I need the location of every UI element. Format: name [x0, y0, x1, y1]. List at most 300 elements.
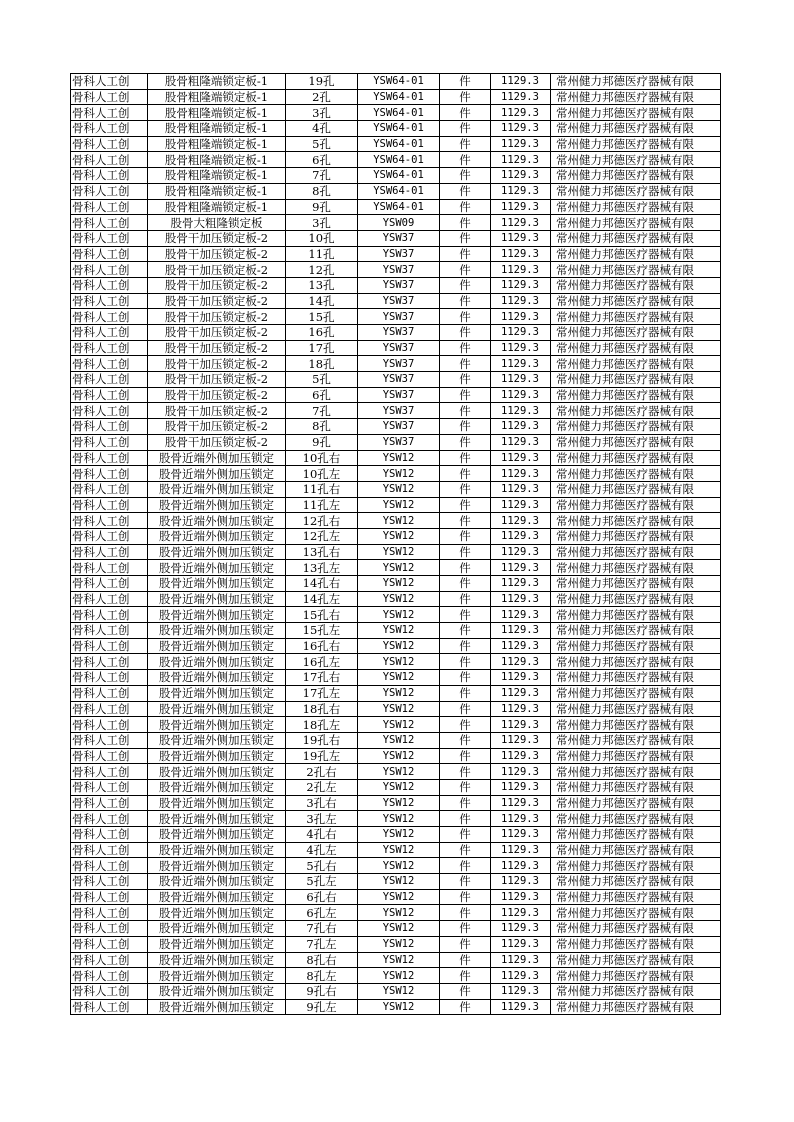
manufacturer-cell: 常州健力邦德医疗器械有限 — [551, 215, 721, 231]
product-name-cell: 股骨近端外侧加压锁定 — [148, 827, 286, 843]
product-name-cell: 股骨干加压锁定板-2 — [148, 340, 286, 356]
spec-cell: 9孔右 — [286, 983, 358, 999]
category-cell: 骨科人工创 — [71, 403, 148, 419]
model-cell: YSW12 — [358, 528, 440, 544]
table-row — [71, 952, 721, 968]
product-name-cell: 股骨近端外侧加压锁定 — [148, 795, 286, 811]
table-row — [71, 105, 721, 121]
unit-cell: 件 — [440, 262, 491, 278]
table-row — [71, 999, 721, 1015]
model-cell: YSW37 — [358, 309, 440, 325]
product-name-cell: 股骨近端外侧加压锁定 — [148, 811, 286, 827]
category-cell: 骨科人工创 — [71, 419, 148, 435]
spec-cell: 9孔 — [286, 434, 358, 450]
category-cell: 骨科人工创 — [71, 560, 148, 576]
price-cell: 1129.3 — [491, 152, 551, 168]
manufacturer-cell: 常州健力邦德医疗器械有限 — [551, 293, 721, 309]
product-name-cell: 股骨干加压锁定板-2 — [148, 434, 286, 450]
product-name-cell: 股骨近端外侧加压锁定 — [148, 779, 286, 795]
manufacturer-cell: 常州健力邦德医疗器械有限 — [551, 623, 721, 639]
category-cell: 骨科人工创 — [71, 262, 148, 278]
table-row — [71, 607, 721, 623]
product-name-cell: 股骨近端外侧加压锁定 — [148, 732, 286, 748]
product-name-cell: 股骨干加压锁定板-2 — [148, 277, 286, 293]
price-cell: 1129.3 — [491, 199, 551, 215]
category-cell: 骨科人工创 — [71, 795, 148, 811]
table-row — [71, 921, 721, 937]
price-cell: 1129.3 — [491, 576, 551, 592]
table-row — [71, 183, 721, 199]
unit-cell: 件 — [440, 999, 491, 1015]
product-name-cell: 股骨干加压锁定板-2 — [148, 246, 286, 262]
manufacturer-cell: 常州健力邦德医疗器械有限 — [551, 591, 721, 607]
table-row — [71, 764, 721, 780]
unit-cell: 件 — [440, 513, 491, 529]
price-cell: 1129.3 — [491, 277, 551, 293]
unit-cell: 件 — [440, 795, 491, 811]
manufacturer-cell: 常州健力邦德医疗器械有限 — [551, 921, 721, 937]
category-cell: 骨科人工创 — [71, 356, 148, 372]
price-cell: 1129.3 — [491, 717, 551, 733]
spec-cell: 7孔 — [286, 403, 358, 419]
unit-cell: 件 — [440, 121, 491, 137]
product-name-cell: 股骨近端外侧加压锁定 — [148, 576, 286, 592]
table-row — [71, 748, 721, 764]
category-cell: 骨科人工创 — [71, 576, 148, 592]
table-row — [71, 372, 721, 388]
manufacturer-cell: 常州健力邦德医疗器械有限 — [551, 968, 721, 984]
product-name-cell: 股骨近端外侧加压锁定 — [148, 466, 286, 482]
model-cell: YSW64-01 — [358, 121, 440, 137]
product-name-cell: 股骨近端外侧加压锁定 — [148, 983, 286, 999]
unit-cell: 件 — [440, 701, 491, 717]
category-cell: 骨科人工创 — [71, 497, 148, 513]
product-name-cell: 股骨近端外侧加压锁定 — [148, 497, 286, 513]
manufacturer-cell: 常州健力邦德医疗器械有限 — [551, 732, 721, 748]
price-cell: 1129.3 — [491, 136, 551, 152]
product-name-cell: 股骨干加压锁定板-2 — [148, 262, 286, 278]
manufacturer-cell: 常州健力邦德医疗器械有限 — [551, 199, 721, 215]
product-name-cell: 股骨粗隆端锁定板-1 — [148, 199, 286, 215]
unit-cell: 件 — [440, 168, 491, 184]
table-row — [71, 387, 721, 403]
model-cell: YSW12 — [358, 717, 440, 733]
manufacturer-cell: 常州健力邦德医疗器械有限 — [551, 670, 721, 686]
model-cell: YSW37 — [358, 293, 440, 309]
manufacturer-cell: 常州健力邦德医疗器械有限 — [551, 983, 721, 999]
table-row — [71, 293, 721, 309]
category-cell: 骨科人工创 — [71, 450, 148, 466]
product-name-cell: 股骨粗隆端锁定板-1 — [148, 105, 286, 121]
model-cell: YSW12 — [358, 685, 440, 701]
product-name-cell: 股骨近端外侧加压锁定 — [148, 481, 286, 497]
price-cell: 1129.3 — [491, 183, 551, 199]
manufacturer-cell: 常州健力邦德医疗器械有限 — [551, 544, 721, 560]
table-row — [71, 874, 721, 890]
product-name-cell: 股骨近端外侧加压锁定 — [148, 560, 286, 576]
manufacturer-cell: 常州健力邦德医疗器械有限 — [551, 685, 721, 701]
product-name-cell: 股骨近端外侧加压锁定 — [148, 952, 286, 968]
manufacturer-cell: 常州健力邦德医疗器械有限 — [551, 654, 721, 670]
price-cell: 1129.3 — [491, 74, 551, 90]
spec-cell: 6孔右 — [286, 889, 358, 905]
manufacturer-cell: 常州健力邦德医疗器械有限 — [551, 874, 721, 890]
model-cell: YSW12 — [358, 827, 440, 843]
price-cell: 1129.3 — [491, 685, 551, 701]
manufacturer-cell: 常州健力邦德医疗器械有限 — [551, 74, 721, 90]
category-cell: 骨科人工创 — [71, 842, 148, 858]
model-cell: YSW37 — [358, 372, 440, 388]
category-cell: 骨科人工创 — [71, 889, 148, 905]
spec-cell: 2孔 — [286, 89, 358, 105]
product-name-cell: 股骨粗隆端锁定板-1 — [148, 121, 286, 137]
price-cell: 1129.3 — [491, 215, 551, 231]
spec-cell: 12孔 — [286, 262, 358, 278]
product-name-cell: 股骨近端外侧加压锁定 — [148, 607, 286, 623]
unit-cell: 件 — [440, 638, 491, 654]
manufacturer-cell: 常州健力邦德医疗器械有限 — [551, 842, 721, 858]
unit-cell: 件 — [440, 591, 491, 607]
product-name-cell: 股骨干加压锁定板-2 — [148, 309, 286, 325]
unit-cell: 件 — [440, 403, 491, 419]
spec-cell: 4孔右 — [286, 827, 358, 843]
table-row — [71, 199, 721, 215]
manufacturer-cell: 常州健力邦德医疗器械有限 — [551, 795, 721, 811]
model-cell: YSW64-01 — [358, 152, 440, 168]
model-cell: YSW12 — [358, 466, 440, 482]
product-name-cell: 股骨近端外侧加压锁定 — [148, 764, 286, 780]
model-cell: YSW12 — [358, 936, 440, 952]
product-name-cell: 股骨近端外侧加压锁定 — [148, 450, 286, 466]
unit-cell: 件 — [440, 576, 491, 592]
model-cell: YSW12 — [358, 889, 440, 905]
spec-cell: 5孔左 — [286, 874, 358, 890]
product-name-cell: 股骨近端外侧加压锁定 — [148, 670, 286, 686]
spec-cell: 2孔右 — [286, 764, 358, 780]
unit-cell: 件 — [440, 183, 491, 199]
manufacturer-cell: 常州健力邦德医疗器械有限 — [551, 717, 721, 733]
price-cell: 1129.3 — [491, 858, 551, 874]
category-cell: 骨科人工创 — [71, 654, 148, 670]
product-name-cell: 股骨近端外侧加压锁定 — [148, 936, 286, 952]
price-cell: 1129.3 — [491, 230, 551, 246]
model-cell: YSW64-01 — [358, 183, 440, 199]
category-cell: 骨科人工创 — [71, 685, 148, 701]
model-cell: YSW12 — [358, 701, 440, 717]
unit-cell: 件 — [440, 199, 491, 215]
price-cell: 1129.3 — [491, 764, 551, 780]
model-cell: YSW37 — [358, 340, 440, 356]
category-cell: 骨科人工创 — [71, 372, 148, 388]
price-cell: 1129.3 — [491, 952, 551, 968]
product-name-cell: 股骨干加压锁定板-2 — [148, 372, 286, 388]
category-cell: 骨科人工创 — [71, 874, 148, 890]
table-row — [71, 340, 721, 356]
unit-cell: 件 — [440, 450, 491, 466]
price-cell: 1129.3 — [491, 481, 551, 497]
spec-cell: 10孔右 — [286, 450, 358, 466]
spec-cell: 3孔 — [286, 215, 358, 231]
category-cell: 骨科人工创 — [71, 325, 148, 341]
product-name-cell: 股骨干加压锁定板-2 — [148, 325, 286, 341]
product-name-cell: 股骨大粗隆锁定板 — [148, 215, 286, 231]
model-cell: YSW37 — [358, 325, 440, 341]
category-cell: 骨科人工创 — [71, 277, 148, 293]
product-name-cell: 股骨干加压锁定板-2 — [148, 419, 286, 435]
table-row — [71, 136, 721, 152]
manufacturer-cell: 常州健力邦德医疗器械有限 — [551, 387, 721, 403]
spec-cell: 7孔右 — [286, 921, 358, 937]
table-row — [71, 560, 721, 576]
spec-cell: 19孔左 — [286, 748, 358, 764]
spec-cell: 11孔右 — [286, 481, 358, 497]
price-cell: 1129.3 — [491, 528, 551, 544]
product-name-cell: 股骨近端外侧加压锁定 — [148, 858, 286, 874]
price-cell: 1129.3 — [491, 732, 551, 748]
model-cell: YSW12 — [358, 513, 440, 529]
table-row — [71, 528, 721, 544]
category-cell: 骨科人工创 — [71, 513, 148, 529]
manufacturer-cell: 常州健力邦德医疗器械有限 — [551, 450, 721, 466]
spec-cell: 3孔右 — [286, 795, 358, 811]
manufacturer-cell: 常州健力邦德医疗器械有限 — [551, 889, 721, 905]
manufacturer-cell: 常州健力邦德医疗器械有限 — [551, 246, 721, 262]
table-row — [71, 858, 721, 874]
category-cell: 骨科人工创 — [71, 983, 148, 999]
table-row — [71, 497, 721, 513]
price-cell: 1129.3 — [491, 905, 551, 921]
product-table — [70, 73, 721, 1015]
spec-cell: 11孔左 — [286, 497, 358, 513]
spec-cell: 18孔左 — [286, 717, 358, 733]
manufacturer-cell: 常州健力邦德医疗器械有限 — [551, 419, 721, 435]
manufacturer-cell: 常州健力邦德医疗器械有限 — [551, 952, 721, 968]
price-cell: 1129.3 — [491, 936, 551, 952]
unit-cell: 件 — [440, 560, 491, 576]
table-row — [71, 544, 721, 560]
model-cell: YSW37 — [358, 387, 440, 403]
spec-cell: 15孔 — [286, 309, 358, 325]
unit-cell: 件 — [440, 152, 491, 168]
unit-cell: 件 — [440, 387, 491, 403]
manufacturer-cell: 常州健力邦德医疗器械有限 — [551, 325, 721, 341]
spec-cell: 5孔右 — [286, 858, 358, 874]
unit-cell: 件 — [440, 528, 491, 544]
price-cell: 1129.3 — [491, 434, 551, 450]
model-cell: YSW37 — [358, 246, 440, 262]
table-row — [71, 842, 721, 858]
model-cell: YSW64-01 — [358, 168, 440, 184]
product-name-cell: 股骨干加压锁定板-2 — [148, 230, 286, 246]
unit-cell: 件 — [440, 325, 491, 341]
unit-cell: 件 — [440, 246, 491, 262]
model-cell: YSW37 — [358, 356, 440, 372]
table-row — [71, 152, 721, 168]
price-cell: 1129.3 — [491, 387, 551, 403]
category-cell: 骨科人工创 — [71, 827, 148, 843]
manufacturer-cell: 常州健力邦德医疗器械有限 — [551, 121, 721, 137]
manufacturer-cell: 常州健力邦德医疗器械有限 — [551, 638, 721, 654]
unit-cell: 件 — [440, 905, 491, 921]
price-cell: 1129.3 — [491, 450, 551, 466]
price-cell: 1129.3 — [491, 623, 551, 639]
spec-cell: 18孔右 — [286, 701, 358, 717]
spec-cell: 5孔 — [286, 136, 358, 152]
spec-cell: 6孔左 — [286, 905, 358, 921]
model-cell: YSW12 — [358, 779, 440, 795]
model-cell: YSW37 — [358, 434, 440, 450]
unit-cell: 件 — [440, 983, 491, 999]
manufacturer-cell: 常州健力邦德医疗器械有限 — [551, 905, 721, 921]
category-cell: 骨科人工创 — [71, 152, 148, 168]
spec-cell: 8孔左 — [286, 968, 358, 984]
table-row — [71, 717, 721, 733]
price-cell: 1129.3 — [491, 544, 551, 560]
spec-cell: 16孔 — [286, 325, 358, 341]
manufacturer-cell: 常州健力邦德医疗器械有限 — [551, 607, 721, 623]
spec-cell: 11孔 — [286, 246, 358, 262]
model-cell: YSW12 — [358, 481, 440, 497]
table-row — [71, 638, 721, 654]
table-row — [71, 309, 721, 325]
price-cell: 1129.3 — [491, 983, 551, 999]
model-cell: YSW12 — [358, 842, 440, 858]
category-cell: 骨科人工创 — [71, 183, 148, 199]
unit-cell: 件 — [440, 717, 491, 733]
price-cell: 1129.3 — [491, 968, 551, 984]
spec-cell: 7孔左 — [286, 936, 358, 952]
model-cell: YSW12 — [358, 858, 440, 874]
product-name-cell: 股骨近端外侧加压锁定 — [148, 513, 286, 529]
product-name-cell: 股骨近端外侧加压锁定 — [148, 701, 286, 717]
category-cell: 骨科人工创 — [71, 748, 148, 764]
unit-cell: 件 — [440, 105, 491, 121]
manufacturer-cell: 常州健力邦德医疗器械有限 — [551, 356, 721, 372]
product-name-cell: 股骨粗隆端锁定板-1 — [148, 168, 286, 184]
category-cell: 骨科人工创 — [71, 121, 148, 137]
price-cell: 1129.3 — [491, 89, 551, 105]
manufacturer-cell: 常州健力邦德医疗器械有限 — [551, 262, 721, 278]
spec-cell: 7孔 — [286, 168, 358, 184]
manufacturer-cell: 常州健力邦德医疗器械有限 — [551, 481, 721, 497]
category-cell: 骨科人工创 — [71, 952, 148, 968]
manufacturer-cell: 常州健力邦德医疗器械有限 — [551, 576, 721, 592]
model-cell: YSW12 — [358, 544, 440, 560]
spec-cell: 17孔 — [286, 340, 358, 356]
category-cell: 骨科人工创 — [71, 999, 148, 1015]
price-cell: 1129.3 — [491, 121, 551, 137]
table-row — [71, 576, 721, 592]
price-cell: 1129.3 — [491, 419, 551, 435]
product-name-cell: 股骨近端外侧加压锁定 — [148, 528, 286, 544]
unit-cell: 件 — [440, 74, 491, 90]
category-cell: 骨科人工创 — [71, 623, 148, 639]
table-row — [71, 403, 721, 419]
manufacturer-cell: 常州健力邦德医疗器械有限 — [551, 779, 721, 795]
table-row — [71, 419, 721, 435]
price-cell: 1129.3 — [491, 842, 551, 858]
unit-cell: 件 — [440, 670, 491, 686]
unit-cell: 件 — [440, 607, 491, 623]
model-cell: YSW12 — [358, 748, 440, 764]
price-cell: 1129.3 — [491, 779, 551, 795]
unit-cell: 件 — [440, 372, 491, 388]
table-row — [71, 277, 721, 293]
category-cell: 骨科人工创 — [71, 168, 148, 184]
manufacturer-cell: 常州健力邦德医疗器械有限 — [551, 764, 721, 780]
manufacturer-cell: 常州健力邦德医疗器械有限 — [551, 434, 721, 450]
product-name-cell: 股骨粗隆端锁定板-1 — [148, 74, 286, 90]
price-cell: 1129.3 — [491, 701, 551, 717]
table-row — [71, 121, 721, 137]
spec-cell: 10孔 — [286, 230, 358, 246]
manufacturer-cell: 常州健力邦德医疗器械有限 — [551, 89, 721, 105]
product-name-cell: 股骨近端外侧加压锁定 — [148, 748, 286, 764]
model-cell: YSW64-01 — [358, 199, 440, 215]
unit-cell: 件 — [440, 466, 491, 482]
model-cell: YSW12 — [358, 576, 440, 592]
spec-cell: 13孔左 — [286, 560, 358, 576]
manufacturer-cell: 常州健力邦德医疗器械有限 — [551, 105, 721, 121]
spec-cell: 16孔右 — [286, 638, 358, 654]
product-name-cell: 股骨近端外侧加压锁定 — [148, 889, 286, 905]
price-cell: 1129.3 — [491, 795, 551, 811]
category-cell: 骨科人工创 — [71, 670, 148, 686]
spec-cell: 14孔右 — [286, 576, 358, 592]
category-cell: 骨科人工创 — [71, 905, 148, 921]
model-cell: YSW12 — [358, 999, 440, 1015]
table-row — [71, 670, 721, 686]
table-row — [71, 591, 721, 607]
spec-cell: 15孔左 — [286, 623, 358, 639]
table-row — [71, 325, 721, 341]
spec-cell: 8孔 — [286, 419, 358, 435]
table-row — [71, 795, 721, 811]
unit-cell: 件 — [440, 779, 491, 795]
unit-cell: 件 — [440, 858, 491, 874]
manufacturer-cell: 常州健力邦德医疗器械有限 — [551, 277, 721, 293]
manufacturer-cell: 常州健力邦德医疗器械有限 — [551, 858, 721, 874]
spec-cell: 14孔左 — [286, 591, 358, 607]
product-name-cell: 股骨近端外侧加压锁定 — [148, 842, 286, 858]
product-name-cell: 股骨粗隆端锁定板-1 — [148, 152, 286, 168]
unit-cell: 件 — [440, 356, 491, 372]
table-row — [71, 968, 721, 984]
model-cell: YSW64-01 — [358, 74, 440, 90]
manufacturer-cell: 常州健力邦德医疗器械有限 — [551, 528, 721, 544]
category-cell: 骨科人工创 — [71, 136, 148, 152]
price-cell: 1129.3 — [491, 748, 551, 764]
price-cell: 1129.3 — [491, 466, 551, 482]
category-cell: 骨科人工创 — [71, 638, 148, 654]
category-cell: 骨科人工创 — [71, 591, 148, 607]
price-cell: 1129.3 — [491, 262, 551, 278]
unit-cell: 件 — [440, 968, 491, 984]
model-cell: YSW12 — [358, 560, 440, 576]
price-cell: 1129.3 — [491, 811, 551, 827]
manufacturer-cell: 常州健力邦德医疗器械有限 — [551, 152, 721, 168]
manufacturer-cell: 常州健力邦德医疗器械有限 — [551, 230, 721, 246]
spec-cell: 9孔左 — [286, 999, 358, 1015]
product-name-cell: 股骨近端外侧加压锁定 — [148, 638, 286, 654]
unit-cell: 件 — [440, 654, 491, 670]
model-cell: YSW12 — [358, 654, 440, 670]
manufacturer-cell: 常州健力邦德医疗器械有限 — [551, 340, 721, 356]
table-row — [71, 356, 721, 372]
product-name-cell: 股骨粗隆端锁定板-1 — [148, 183, 286, 199]
category-cell: 骨科人工创 — [71, 544, 148, 560]
table-row — [71, 246, 721, 262]
